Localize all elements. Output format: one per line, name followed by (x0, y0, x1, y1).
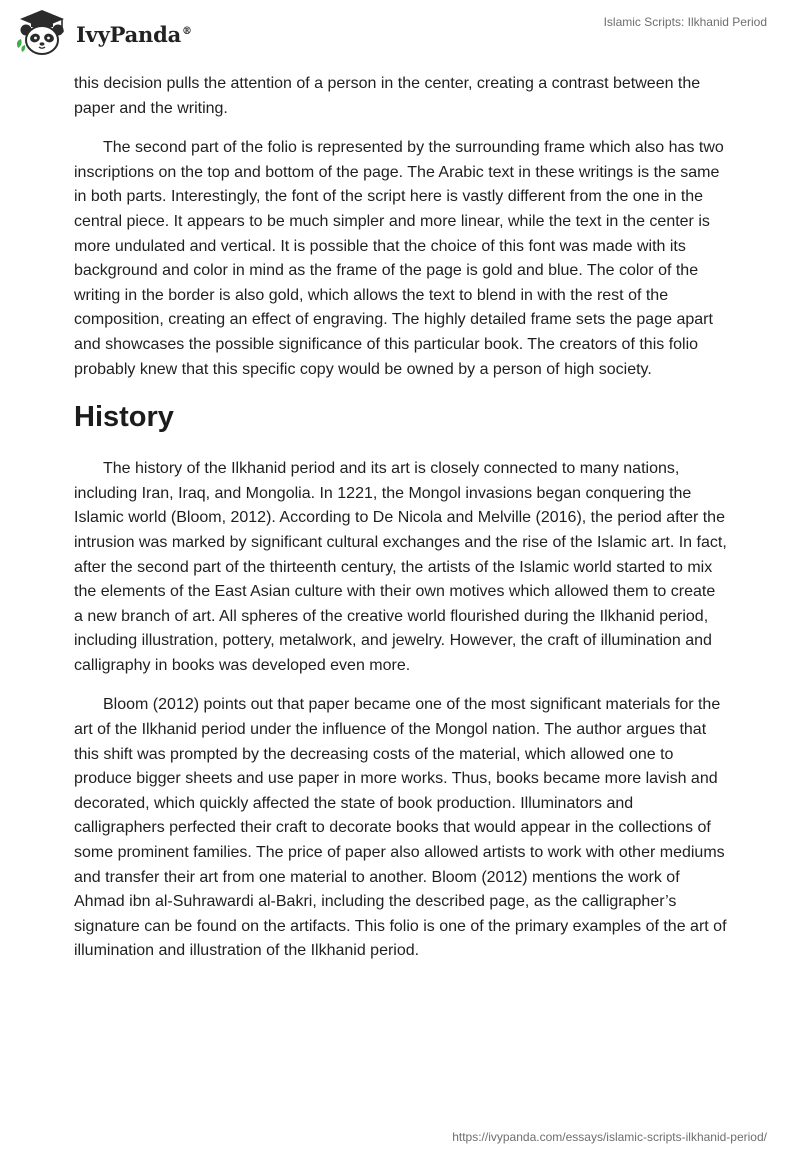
page-header (0, 0, 800, 70)
paragraph-frame-description: The second part of the folio is represented by the surrounding frame which also has two inscriptions on the top and bottom of the page. The Arabic text in these writings is the same in both parts. Interestingly, the font of the script here is vastly different from the one in the central piece. It appears to be much simpler and more linear, while the text in the center is more undulated and vertical. It is possible that the choice of this font was made with its background and color in mind as the frame of the page is gold and blue. The color of the writing in the border is also gold, which allows the text to blend in with the rest of the composition, creating an effect of engraving. The highly detailed frame sets the page apart and showcases the possible significance of this particular book. The creators of this folio probably knew that this specific copy would be owned by a person of high society. (74, 139, 724, 378)
section-heading-history: History (74, 401, 174, 434)
continuation-paragraph: this decision pulls the attention of a person in the center, creating a contrast between the paper and the writing. (74, 75, 701, 117)
running-title: Islamic Scripts: Ilkhanid Period (603, 15, 767, 29)
ivypanda-logo[interactable] (14, 8, 192, 58)
registered-mark: ® (182, 25, 192, 37)
paragraph-paper-materials: Bloom (2012) points out that paper became one of the most significant materials for the art of the Ilkhanid period under the influence of the Mongol nation. The author argues that this shift was prompted by the decreasing costs of the material, which allowed one to produce bigger sheets and use paper in more works. Thus, books became more lavish and decorated, which quickly affected the state of book production. Illuminators and calligraphers perfected their craft to decorate books that would appear in the collections of some prominent families. The price of paper also allowed artists to work with other mediums and transfer their art from one material to another. Bloom (2012) mentions the work of Ahmad ibn al-Suhrawardi al-Bakri, including the described page, as the calligrapher’s signature can be found on the artifacts. This folio is one of the primary examples of the art of illumination and illustration of the Ilkhanid period. (74, 696, 727, 960)
paragraph-history-intro: The history of the Ilkhanid period and its art is closely connected to many nations, including Iran, Iraq, and Mongolia. In 1221, the Mongol invasions began conquering the Islamic world (Bloom, 2012). According to De Nicola and Melville (2016), the period after the intrusion was marked by significant cultural exchanges and the rise of the Islamic art. In fact, after the second part of the thirteenth century, the artists of the Islamic world started to mix the elements of the East Asian culture with their own motives which allowed them to create a new branch of art. All spheres of the creative world flourished during the Ilkhanid period, including illustration, pottery, metalwork, and jewelry. However, the craft of illumination and calligraphy in books was developed even more. (74, 460, 727, 674)
source-url[interactable]: https://ivypanda.com/essays/islamic-scripts-ilkhanid-period/ (452, 1130, 767, 1144)
brand-name-text: IvyPanda (76, 21, 182, 47)
panda-graduation-cap-icon (14, 8, 70, 58)
essay-content (74, 72, 728, 979)
brand-name (76, 22, 192, 47)
